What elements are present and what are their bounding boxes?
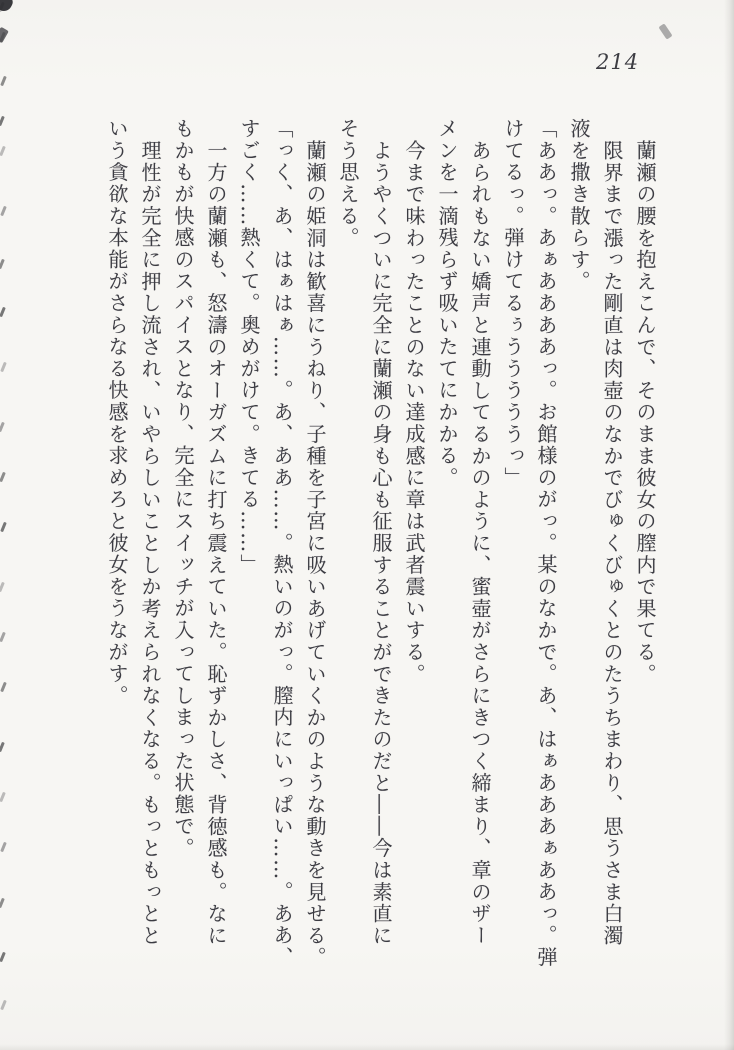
page-right-edge-shadow <box>724 0 734 1050</box>
scan-artifact <box>0 682 7 692</box>
scan-artifact <box>0 146 6 156</box>
scan-artifact <box>0 362 7 372</box>
scan-artifact <box>0 76 7 86</box>
scan-artifact <box>0 307 6 317</box>
text-line-10: そう思える。 <box>336 118 360 249</box>
text-line-14: 一方の蘭瀬も、怒濤のオーガズムに打ち震えていた。恥ずかしさ、背徳感も。なに <box>204 140 228 947</box>
scan-artifact <box>0 206 7 216</box>
scan-artifact <box>0 792 6 802</box>
text-line-15: もかもが快感のスパイスとなり、完全にスイッチが入ってしまった状態で。 <box>171 118 195 860</box>
scan-artifact <box>0 116 5 126</box>
text-line-2: 限界まで漲った剛直は肉壺のなかでびゅくびゅくとのたうちまわり、思うさま白濁 <box>600 140 624 947</box>
scan-artifact <box>0 582 5 592</box>
text-line-6: あられもない嬌声と連動してるかのように、蜜壺がさらにきつく締まり、章のザー <box>468 140 492 947</box>
scan-smudge-top-left-2 <box>0 27 9 44</box>
scan-artifact <box>0 472 6 482</box>
vertical-text-block <box>100 118 661 969</box>
scan-smudge-top-right <box>658 23 672 39</box>
text-line-13: すごく……熱くて。奥めがけて。きてる……」 <box>237 118 261 576</box>
scan-artifact <box>0 952 6 962</box>
page-bottom-edge-shadow <box>0 1044 734 1050</box>
page-number: 214 <box>596 50 640 74</box>
text-line-12: 「っく、あ、はぁはぁ……。あ、ああ……。熱いのがっ。膣内にいっぱい……。ああ、 <box>270 118 294 969</box>
scan-artifact <box>0 742 5 752</box>
scan-artifact <box>0 632 6 642</box>
text-line-5: けてるっ。弾けてるぅうううううっ」 <box>501 118 525 489</box>
text-line-9: ようやくついに完全に蘭瀬の身も心も征服することができたのだと――今は素直に <box>369 140 393 947</box>
text-line-16: 理性が完全に押し流され、いやらしいことしか考えられなくなる。もっともっとと <box>138 140 162 947</box>
scan-artifact <box>0 842 7 852</box>
text-line-11: 蘭瀬の姫洞は歓喜にうねり、子種を子宮に吸いあげていくかのような動きを見せる。 <box>303 140 327 969</box>
text-line-3: 液を撒き散らす。 <box>567 118 591 293</box>
scan-artifact <box>0 522 7 532</box>
scan-artifact <box>0 1000 7 1010</box>
scan-artifact <box>0 259 5 269</box>
text-line-7: メンを一滴残らず吸いたてにかかる。 <box>435 118 459 489</box>
scan-artifact <box>0 422 5 432</box>
text-line-17: いう貪欲な本能がさらなる快感を求めろと彼女をうながす。 <box>105 118 129 707</box>
text-line-4: 「ああっ。あぁああああっ。お館様のがっ。某のなかで。あ、はぁあああぁああっ。弾 <box>534 118 558 969</box>
text-line-1: 蘭瀬の腰を抱えこんで、そのまま彼女の膣内で果てる。 <box>633 140 657 685</box>
text-line-8: 今まで味わったことのない達成感に章は武者震いする。 <box>402 140 426 685</box>
scan-smudge-top-left <box>0 0 15 14</box>
scan-artifact <box>0 898 5 908</box>
